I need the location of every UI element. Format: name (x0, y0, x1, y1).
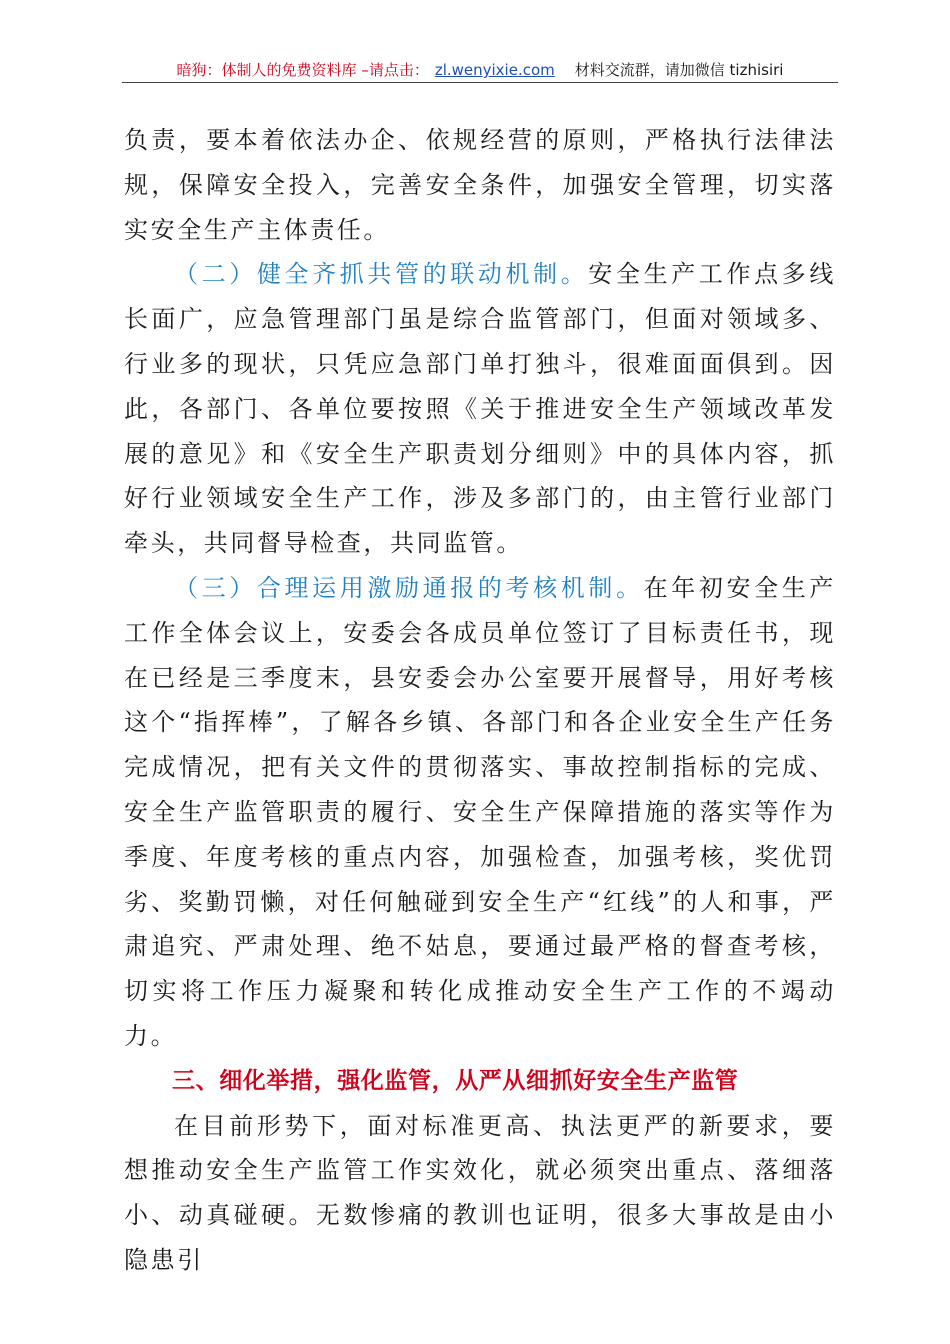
header-prefix: 暗狗：体制人的免费资料库 –请点击： (176, 61, 429, 79)
page-header (124, 60, 836, 80)
paragraph-2-text: 安全生产工作点多线长面广，应急管理部门虽是综合监管部门，但面对领域多、行业多的现状，只凭应急部门单打独斗，很难面面俱到。因此，各部门、各单位要按照《关于推进安全生产领域改革发展的意见》和《安全生产职责划分细则》中的具体内容，抓好行业领域安全生产工作，涉及多部门的，由主管行业部门牵头，共同督导检查，共同监管。 (124, 260, 836, 558)
document-body (124, 118, 836, 1283)
subheading-3: （三）合理运用激励通报的考核机制。 (174, 573, 644, 602)
paragraph-1: 负责，要本着依法办企、依规经营的原则，严格执行法律法规，保障安全投入，完善安全条件，加强安全管理，切实落实安全生产主体责任。 (124, 126, 836, 244)
section-heading-3: 三、细化举措，强化监管，从严从细抓好安全生产监管 (172, 1067, 739, 1094)
subheading-2: （二）健全齐抓共管的联动机制。 (174, 260, 589, 289)
paragraph-3 (124, 566, 836, 1059)
header-link[interactable]: zl.wenyixie.com (434, 61, 555, 79)
paragraph-2 (124, 252, 836, 566)
paragraph-3-text: 在年初安全生产工作全体会议上，安委会各成员单位签订了目标责任书，现在已经是三季度末，县安委会办公室要开展督导，用好考核这个“指挥棒”，了解各乡镇、各部门和各企业安全生产任务完成情况，把有关文件的贯彻落实、事故控制指标的完成、安全生产监管职责的履行、安全生产保障措施的落实等作为季度、年度考核的重点内容，加强检查，加强考核，奖优罚劣、奖勤罚懒，对任何触碰到安全生产“红线”的人和事，严肃追究、严肃处理、绝不姑息，要通过最严格的督查考核，切实将工作压力凝聚和转化成推动安全生产工作的不竭动力。 (124, 573, 836, 1050)
header-suffix: 材料交流群，请加微信 tizhisiri (574, 61, 784, 79)
paragraph-4: 在目前形势下，面对标准更高、执法更严的新要求，要想推动安全生产监管工作实效化，就必须突出重点、落细落小、动真碰硬。无数惨痛的教训也证明，很多大事故是由小隐患引 (124, 1111, 836, 1274)
header-divider (122, 82, 838, 83)
